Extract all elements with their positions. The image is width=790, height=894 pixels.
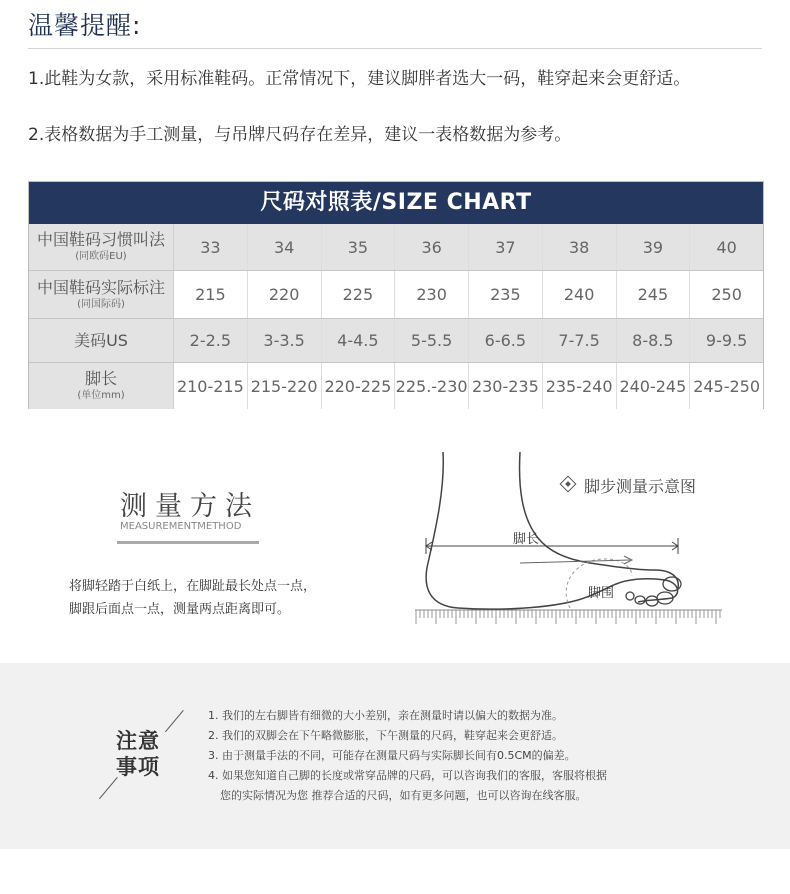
row-label-main: 中国鞋码实际标注 — [36, 277, 165, 297]
size-chart-cell: 235-240 — [543, 363, 617, 409]
size-chart-cell: 220 — [248, 271, 322, 318]
size-chart-cell: 245 — [617, 271, 691, 318]
size-chart-row-label — [29, 224, 174, 270]
size-chart-cell: 7-7.5 — [543, 319, 617, 362]
title-divider — [28, 48, 762, 49]
notice-item-2: 2. 我们的双脚会在下午略微膨胀，下午测量的尺码，鞋穿起来会更舒适。 — [208, 729, 563, 742]
row-label-main: 美码US — [74, 330, 128, 350]
size-chart-cell: 225 — [322, 271, 396, 318]
notice-item-4-continued: 您的实际情况为您 推荐合适的尺码，如有更多问题，也可以咨询在线客服。 — [220, 789, 587, 802]
measurement-title: 测量方法 — [120, 491, 260, 522]
size-chart-cell: 245-250 — [690, 363, 763, 409]
measurement-subtitle: MEASUREMENTMETHOD — [120, 521, 242, 532]
reminder-note-1: 1.此鞋为女款，采用标准鞋码。正常情况下，建议脚胖者选大一码，鞋穿起来会更舒适。 — [28, 69, 691, 89]
size-chart-row-label — [29, 271, 174, 318]
size-chart-cell: 35 — [322, 224, 396, 270]
foot-girth-label: 脚围 — [588, 586, 615, 601]
size-chart-cell: 40 — [690, 224, 763, 270]
measurement-description-2: 脚跟后面点一点，测量两点距离即可。 — [69, 602, 291, 617]
size-chart-row-label — [29, 319, 174, 362]
size-chart-title: 尺码对照表/SIZE CHART — [29, 182, 763, 224]
size-chart-cell: 4-4.5 — [322, 319, 396, 362]
size-chart-cell: 39 — [617, 224, 691, 270]
measurement-description-1: 将脚轻踏于白纸上，在脚趾最长处点一点， — [69, 579, 317, 594]
size-chart-cell: 2-2.5 — [174, 319, 248, 362]
size-chart-cell: 235 — [469, 271, 543, 318]
size-chart-row — [29, 224, 763, 270]
size-chart-cell: 38 — [543, 224, 617, 270]
size-chart-cell: 33 — [174, 224, 248, 270]
size-chart-cell: 220-225 — [322, 363, 396, 409]
size-chart-cell: 5-5.5 — [395, 319, 469, 362]
row-label-sub: (单位mm) — [77, 390, 125, 401]
size-chart-row — [29, 270, 763, 318]
foot-length-label: 脚长 — [513, 532, 540, 547]
size-chart-row — [29, 318, 763, 362]
row-label-main: 中国鞋码习惯叫法 — [36, 230, 165, 249]
notice-title-line-1: 注意 — [116, 729, 160, 753]
diagram-label-text: 脚步测量示意图 — [584, 477, 697, 496]
notice-item-4: 4. 如果您知道自己脚的长度或常穿品牌的尺码，可以咨询我们的客服，客服将根据 — [208, 769, 607, 782]
notice-list — [208, 706, 607, 806]
size-chart-cell: 230-235 — [469, 363, 543, 409]
size-chart-cell: 3-3.5 — [248, 319, 322, 362]
size-chart-cell: 6-6.5 — [469, 319, 543, 362]
size-chart-row — [29, 362, 763, 409]
size-chart-table — [28, 181, 764, 409]
size-chart-cell: 210-215 — [174, 363, 248, 409]
size-chart-cell: 36 — [395, 224, 469, 270]
reminder-note-2: 2.表格数据为手工测量，与吊牌尺码存在差异，建议一表格数据为参考。 — [28, 125, 572, 145]
row-label-sub: (同国际码) — [77, 298, 125, 310]
row-label-sub: (同欧码EU) — [75, 251, 127, 262]
size-chart-cell: 225.-230 — [395, 363, 469, 409]
notice-item-3: 3. 由于测量手法的不同，可能存在测量尺码与实际脚长间有0.5CM的偏差。 — [208, 749, 576, 762]
size-chart-cell: 230 — [395, 271, 469, 318]
size-chart-cell: 240 — [543, 271, 617, 318]
size-chart-cell: 34 — [248, 224, 322, 270]
measurement-divider — [117, 541, 259, 544]
notice-item-1: 1. 我们的左右脚皆有细微的大小差别，亲在测量时请以偏大的数据为准。 — [208, 709, 563, 722]
size-chart-cell: 215-220 — [248, 363, 322, 409]
size-chart-cell: 37 — [469, 224, 543, 270]
notice-title-line-2: 事项 — [116, 755, 160, 779]
size-chart-cell: 9-9.5 — [690, 319, 763, 362]
size-chart-cell: 215 — [174, 271, 248, 318]
row-label-main: 脚长 — [84, 369, 117, 388]
size-chart-cell: 240-245 — [617, 363, 691, 409]
size-chart-cell: 8-8.5 — [617, 319, 691, 362]
size-chart-cell: 250 — [690, 271, 763, 318]
notice-title — [116, 728, 166, 780]
foot-outline — [426, 452, 677, 609]
size-chart-row-label — [29, 363, 174, 409]
reminder-title: 温馨提醒: — [28, 11, 142, 40]
ruler — [416, 610, 720, 624]
foot-measurement-diagram — [410, 448, 730, 633]
